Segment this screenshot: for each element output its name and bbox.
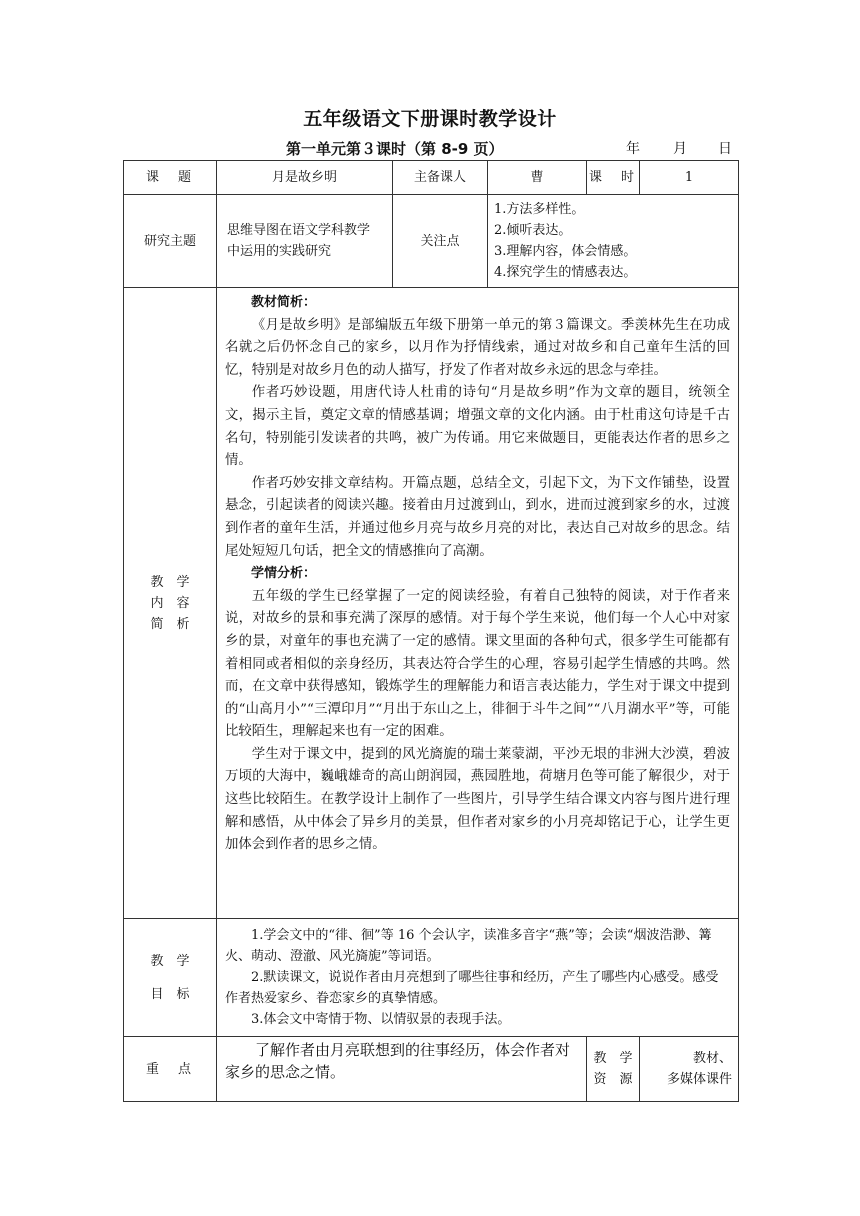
textbook-paragraph: 作者巧妙设题，用唐代诗人杜甫的诗句“月是故乡明”作为文章的题目，统领全文，揭示主旨，奠定文章的情感基调；增强文章的文化内涵。由于杜甫这句诗是千古名句，特别能引发读者的共鸣，被广为传诵。用它来做题目，更能表达作者的思乡之情。: [225, 385, 730, 469]
hours-label: 课 时: [587, 161, 640, 195]
resource-value: 教材、 多媒体课件: [640, 1037, 739, 1102]
document-title: 五年级语文下册课时教学设计: [303, 108, 557, 130]
lesson-title-value: 月是故乡明: [217, 161, 393, 195]
textbook-heading: 教材简析：: [251, 295, 317, 310]
focus-points: [488, 195, 739, 288]
goal-item: 2.默读课文，说说作者由月亮想到了哪些往事和经历，产生了哪些内心感受。感受作者热爱家乡、眷恋家乡的真挚情感。: [225, 970, 719, 1006]
goal-item: 3.体会文中寄情于物、以情驭景的表现手法。: [251, 1012, 511, 1027]
key-point-row: [124, 1037, 739, 1102]
teacher-label: 主备课人: [393, 161, 488, 195]
focus-point: 2.倾听表达。: [494, 223, 572, 238]
lesson-label: 课 题: [124, 161, 217, 195]
date-year: 年: [626, 141, 640, 157]
content-analysis-text: [217, 288, 739, 919]
goal-item: 1.学会文中的“徘、徊”等 16 个会认字，读准多音字“燕”等；会读“烟波浩渺、篝火、萌动、澄澈、风光旖旎”等词语。: [225, 928, 712, 964]
students-paragraph: 五年级的学生已经掌握了一定的阅读经验，有着自己独特的阅读，对于作者来说，对故乡的景和事充满了深厚的感情。对于每个学生来说，他们每一个人心中对家乡的景，对童年的事也充满了一定的感情。课文里面的各种句式，很多学生可能都有着相同或者相似的亲身经历，其表达符合学生的心理，容易引起学生情感的共鸣。然而，在文章中获得感知，锻炼学生的理解能力和语言表达能力，学生对于课文中提到的“山高月小”“三潭印月”“月出于东山之上，徘徊于斗牛之间”“八月湖水平”等，可能比较陌生，理解起来也有一定的困难。: [225, 588, 730, 740]
lesson-subtitle: 第一单元第３课时（第 8-9 页）: [286, 140, 504, 158]
date-month: 月: [673, 141, 687, 157]
students-heading: 学情分析：: [251, 566, 317, 582]
key-point-label: 重 点: [124, 1037, 217, 1102]
info-row: [124, 161, 739, 195]
focus-point: 1.方法多样性。: [494, 202, 585, 217]
goals-text: [217, 919, 739, 1037]
research-row: [124, 195, 739, 288]
research-label: 研究主题: [124, 195, 217, 288]
focus-label: 关注点: [393, 195, 488, 288]
content-analysis-label: 教 学 内 容 简 析: [124, 288, 217, 919]
resource-label: 教 学 资 源: [587, 1037, 640, 1102]
students-paragraph: 学生对于课文中，提到的风光旖旎的瑞士莱蒙湖，平沙无垠的非洲大沙漠，碧波万顷的大海中，巍峨雄奇的高山朗润园，燕园胜地，荷塘月色等可能了解很少，对于这些比较陌生。在教学设计上制作了一些图片，引导学生结合课文内容与图片进行理解和感悟，从中体会了异乡月的美景，但作者对家乡的小月亮却铭记于心，让学生更加体会到作者的思乡之情。: [225, 746, 730, 853]
content-analysis-row: [124, 288, 739, 919]
textbook-paragraph: 作者巧妙安排文章结构。开篇点题，总结全文，引起下文，为下文作铺垫，设置悬念，引起读者的阅读兴趣。接着由月过渡到山，到水，进而过渡到家乡的水，过渡到作者的童年生活，并通过他乡月亮与故乡月亮的对比，表达自己对故乡的思念。结尾处短短几句话，把全文的情感推向了高潮。: [225, 475, 730, 559]
goals-row: [124, 919, 739, 1037]
focus-point: 3.理解内容，体会情感。: [494, 244, 637, 259]
lesson-plan-table: [123, 160, 739, 1102]
focus-point: 4.探究学生的情感表达。: [494, 265, 637, 280]
teacher-value: 曹: [488, 161, 587, 195]
date-day: 日: [718, 141, 732, 157]
goals-label: 教 学 目 标: [124, 919, 217, 1037]
key-point-text: 了解作者由月亮联想到的往事经历，体会作者对家乡的思念之情。: [217, 1037, 587, 1102]
hours-value: 1: [640, 161, 739, 195]
research-topic: 思维导图在语文学科教学中运用的实践研究: [217, 195, 393, 288]
textbook-paragraph: 《月是故乡明》是部编版五年级下册第一单元的第３篇课文。季羡林先生在功成名就之后仍怀念自己的家乡，以月作为抒情线索，通过对故乡和自己童年生活的回忆，特别是对故乡月色的动人描写，抒发了作者对故乡永远的思念与牵挂。: [225, 317, 730, 378]
